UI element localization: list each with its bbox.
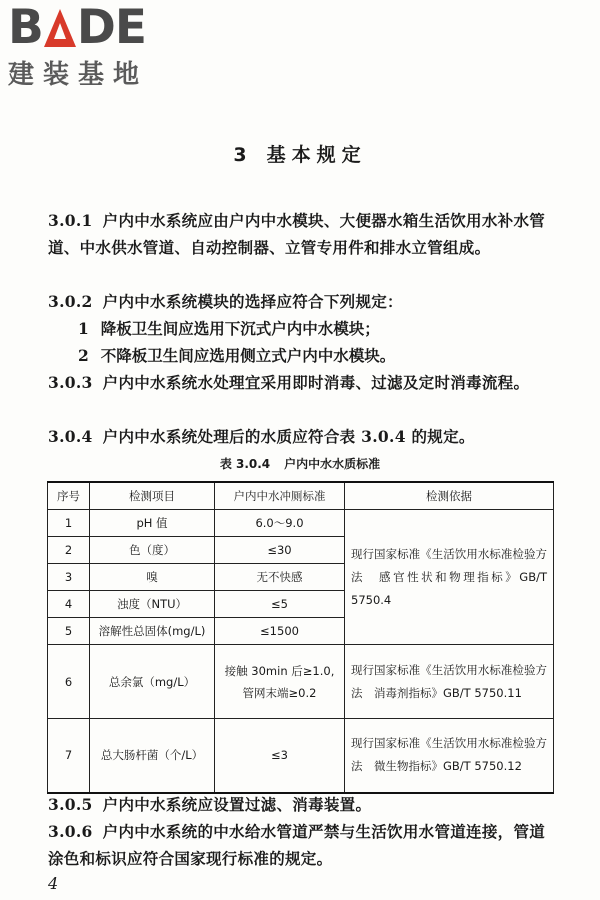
clause-3-0-6 xyxy=(48,818,553,872)
clause-number: 3.0.5 xyxy=(48,795,93,814)
cell-basis: 现行国家标准《生活饮用水标准检验方法 微生物指标》GB/T 5750.12 xyxy=(345,719,554,793)
header-standard: 户内中水冲厕标准 xyxy=(215,482,345,510)
water-quality-table xyxy=(47,481,554,794)
cell-item: 溶解性总固体(mg/L) xyxy=(90,618,215,645)
clause-number: 3.0.6 xyxy=(48,822,93,841)
chapter-title xyxy=(0,140,600,167)
cell-item: 总余氯（mg/L） xyxy=(90,645,215,719)
clause-number: 3.0.3 xyxy=(48,373,93,392)
standard-line: 管网末端≥0.2 xyxy=(242,685,317,700)
clause-3-0-5 xyxy=(48,791,553,818)
table-caption xyxy=(0,455,600,472)
cell-no: 1 xyxy=(48,510,90,537)
clause-text: 户内中水系统处理后的水质应符合表 3.0.4 的规定。 xyxy=(102,427,475,446)
cell-standard: ≤30 xyxy=(215,537,345,564)
clause-number: 3.0.4 xyxy=(48,427,93,446)
clause-text: 户内中水系统应由户内中水模块、大便器水箱生活饮用水补水管道、中水供水管道、自动控制器、立管专用件和排水立管组成。 xyxy=(48,211,546,257)
cell-item: 嗅 xyxy=(90,564,215,591)
chapter-title-text: 基本规定 xyxy=(266,144,367,166)
item-text: 不降板卫生间应选用侧立式户内中水模块。 xyxy=(100,346,396,365)
item-text: 降板卫生间应选用下沉式户内中水模块； xyxy=(100,319,380,338)
clause-3-0-2-item-2 xyxy=(78,342,395,369)
cell-standard: ≤5 xyxy=(215,591,345,618)
clause-number: 3.0.2 xyxy=(48,292,93,311)
clause-text: 户内中水系统水处理宜采用即时消毒、过滤及定时消毒流程。 xyxy=(102,373,530,392)
logo-letter-e: E xyxy=(114,0,146,55)
table-title: 户内中水水质标准 xyxy=(284,457,381,471)
standard-line: 接触 30min 后≥1.0, xyxy=(224,663,335,678)
cell-item: 总大肠杆菌（个/L） xyxy=(90,719,215,793)
chapter-number: 3 xyxy=(233,144,253,166)
cell-no: 4 xyxy=(48,591,90,618)
table-header-row xyxy=(48,482,554,510)
clause-3-0-2 xyxy=(48,288,553,315)
cell-no: 7 xyxy=(48,719,90,793)
clause-text: 户内中水系统的中水给水管道严禁与生活饮用水管道连接，管道涂色和标识应符合国家现行标准的规定。 xyxy=(48,822,546,868)
table-row xyxy=(48,510,554,537)
table-row xyxy=(48,645,554,719)
header-item: 检测项目 xyxy=(90,482,215,510)
cell-no: 2 xyxy=(48,537,90,564)
clause-3-0-2-item-1 xyxy=(78,315,380,342)
table-row xyxy=(48,719,554,793)
logo xyxy=(8,0,178,91)
cell-basis: 现行国家标准《生活饮用水标准检验方法 消毒剂指标》GB/T 5750.11 xyxy=(345,645,554,719)
item-number: 1 xyxy=(78,319,89,338)
logo-a-icon xyxy=(44,9,76,47)
clause-text: 户内中水系统模块的选择应符合下列规定： xyxy=(102,292,403,311)
cell-basis: 现行国家标准《生活饮用水标准检验方法 感官性状和物理指标》GB/T 5750.4 xyxy=(345,510,554,645)
cell-no: 6 xyxy=(48,645,90,719)
cell-no: 5 xyxy=(48,618,90,645)
table-number: 表 3.0.4 xyxy=(219,457,271,471)
cell-item: 浊度（NTU） xyxy=(90,591,215,618)
logo-letter-b: B xyxy=(8,0,43,55)
cell-item: 色（度） xyxy=(90,537,215,564)
svg-text:A: A xyxy=(59,43,61,45)
cell-standard: ≤1500 xyxy=(215,618,345,645)
item-number: 2 xyxy=(78,346,89,365)
clause-number: 3.0.1 xyxy=(48,211,93,230)
clause-3-0-1 xyxy=(48,207,553,261)
header-basis: 检测依据 xyxy=(345,482,554,510)
clause-3-0-4 xyxy=(48,423,553,450)
clause-3-0-3 xyxy=(48,369,553,396)
clause-text: 户内中水系统应设置过滤、消毒装置。 xyxy=(102,795,372,814)
cell-standard: 无不快感 xyxy=(215,564,345,591)
header-no: 序号 xyxy=(48,482,90,510)
logo-chinese-name: 建装基地 xyxy=(8,60,149,90)
cell-no: 3 xyxy=(48,564,90,591)
cell-item: pH 值 xyxy=(90,510,215,537)
page-number: 4 xyxy=(48,874,59,893)
cell-standard: 6.0～9.0 xyxy=(215,510,345,537)
cell-standard: ≤3 xyxy=(215,719,345,793)
cell-standard xyxy=(215,645,345,719)
logo-wordmark xyxy=(8,0,178,55)
logo-letter-d: D xyxy=(76,0,115,55)
